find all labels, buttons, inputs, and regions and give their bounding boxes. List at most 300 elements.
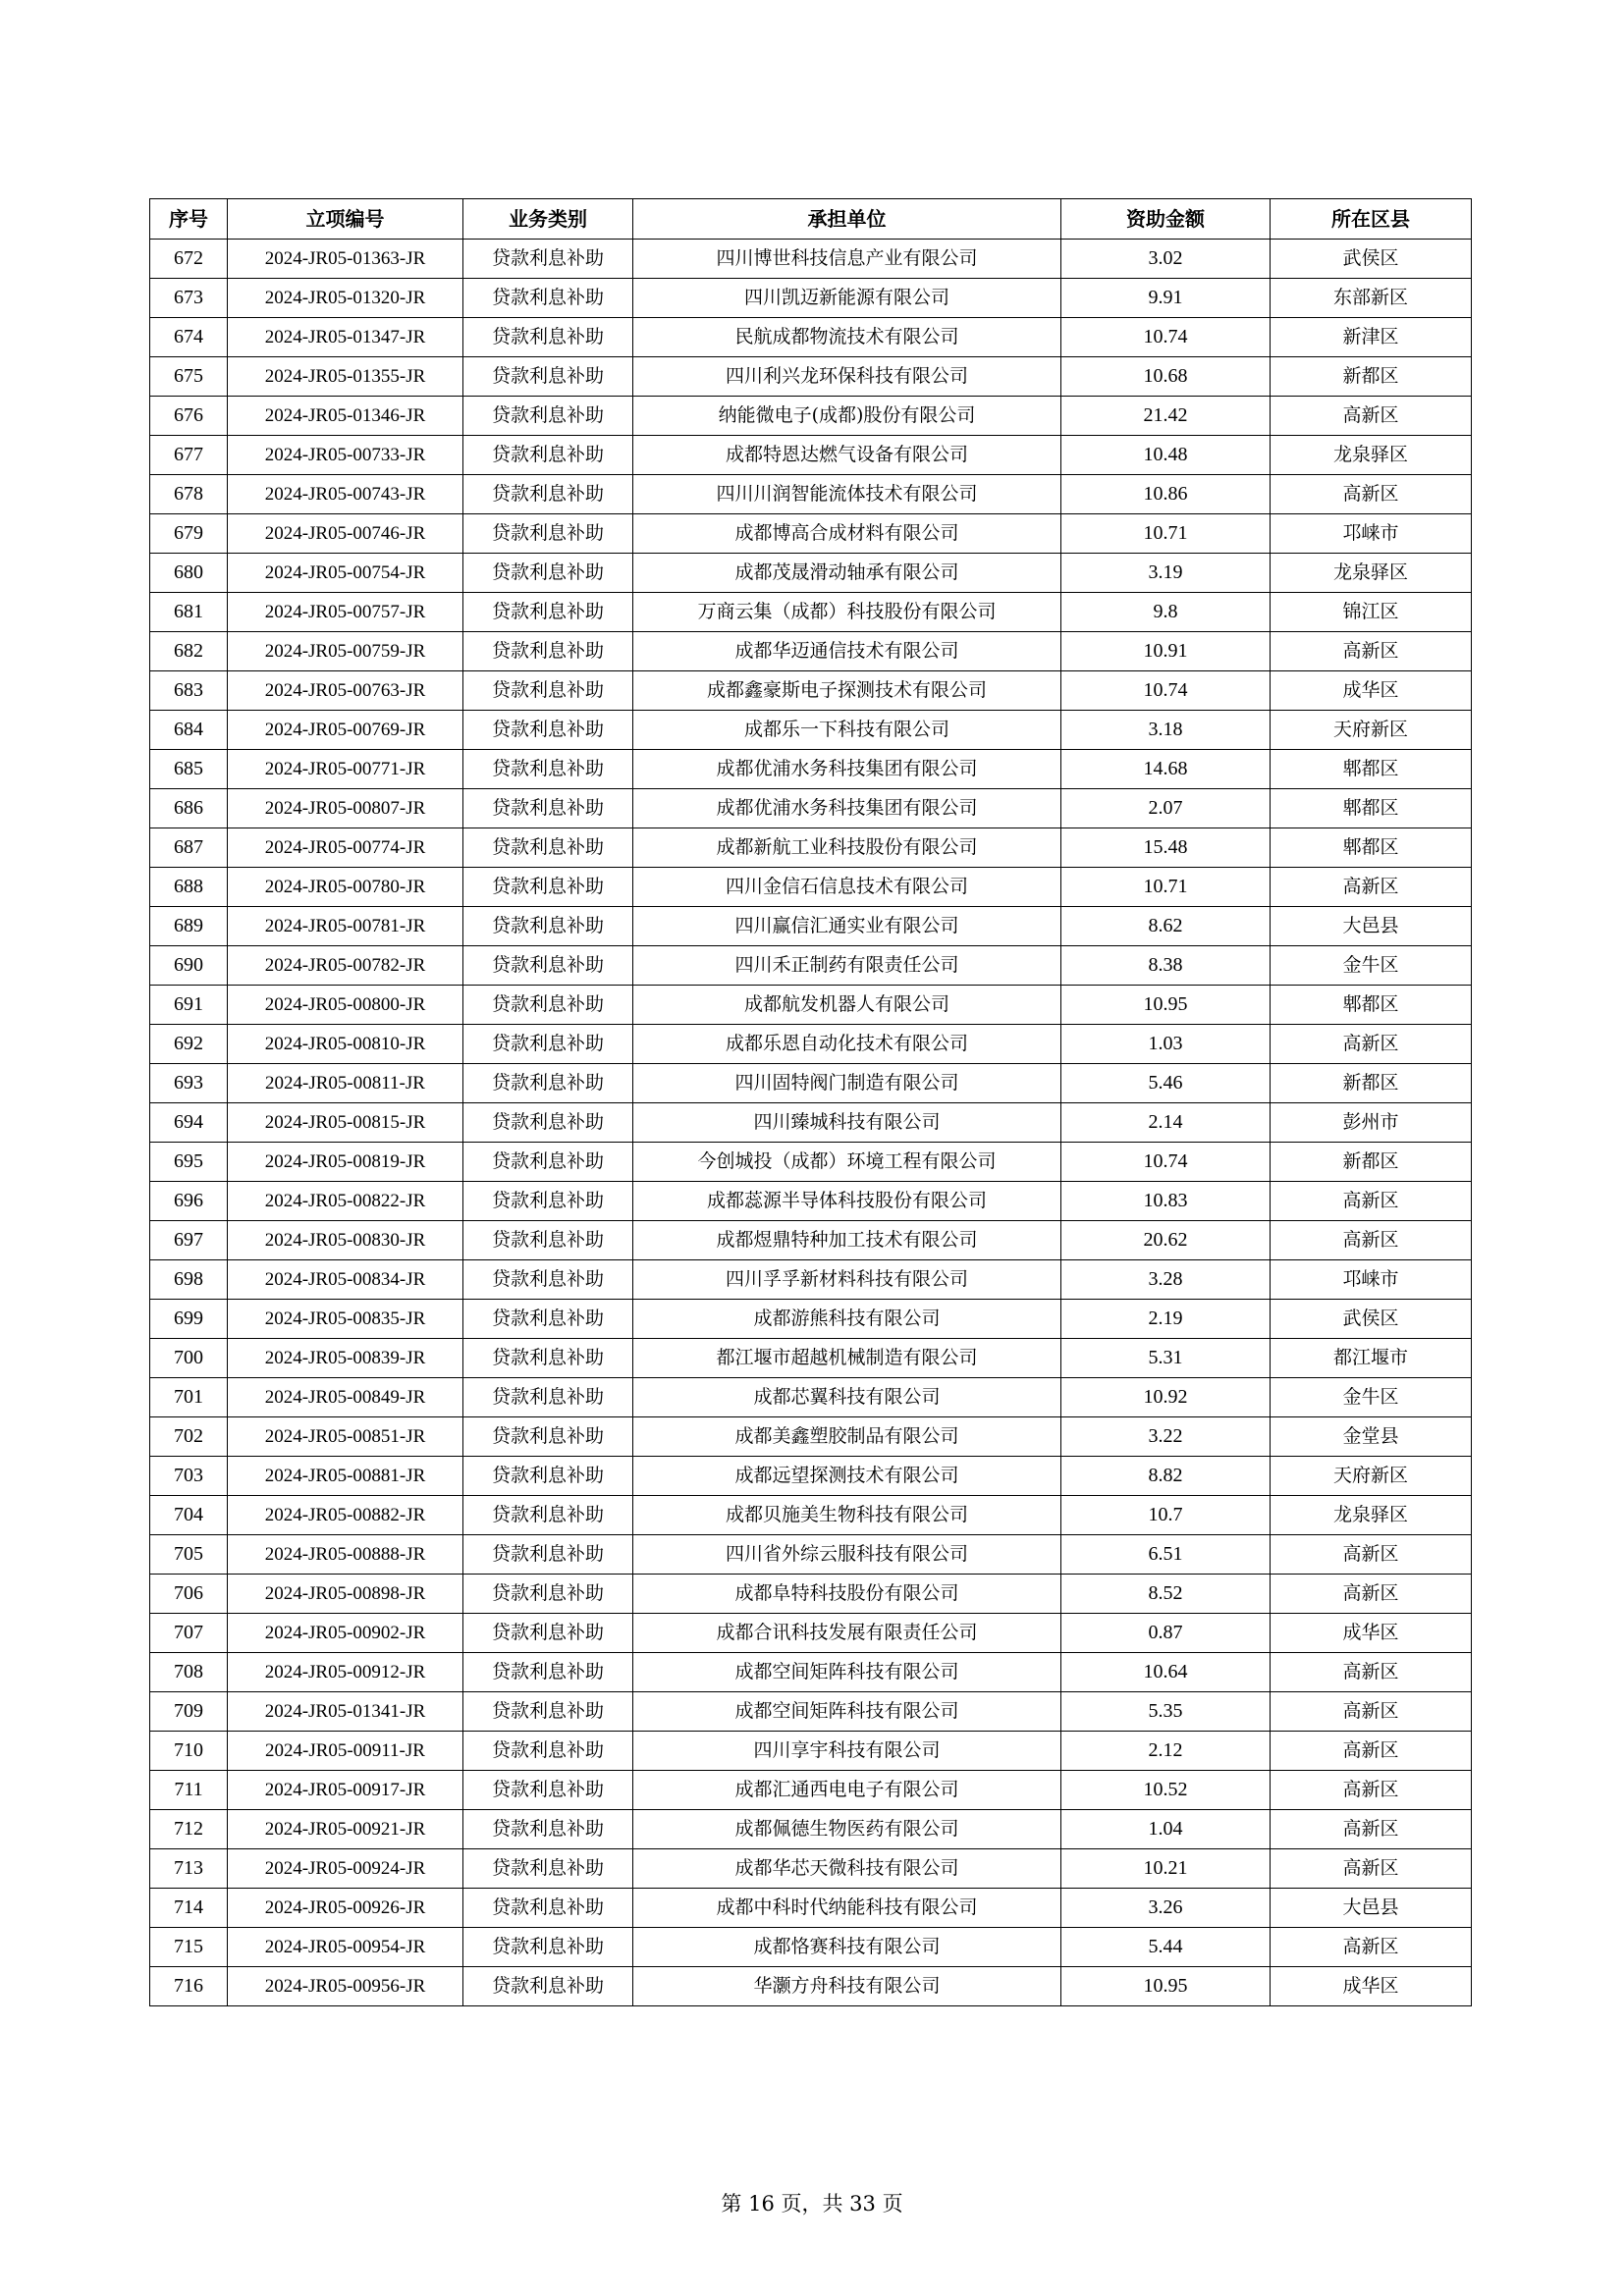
district-cell: 邛崃市 <box>1271 1260 1472 1300</box>
table-row <box>150 1889 1472 1928</box>
undertaking-unit-cell: 华灏方舟科技有限公司 <box>633 1967 1061 2006</box>
undertaking-unit-cell: 成都鑫豪斯电子探测技术有限公司 <box>633 671 1061 711</box>
business-category-cell: 贷款利息补助 <box>463 1535 633 1575</box>
business-category-cell: 贷款利息补助 <box>463 868 633 907</box>
funding-amount-cell: 3.18 <box>1061 711 1271 750</box>
undertaking-unit-cell: 四川川润智能流体技术有限公司 <box>633 475 1061 514</box>
project-code-cell: 2024-JR05-00851-JR <box>228 1417 463 1457</box>
district-cell: 高新区 <box>1271 1810 1472 1849</box>
table-row <box>150 986 1472 1025</box>
table-row <box>150 750 1472 789</box>
project-code-cell: 2024-JR05-00956-JR <box>228 1967 463 2006</box>
project-code-cell: 2024-JR05-00954-JR <box>228 1928 463 1967</box>
undertaking-unit-cell: 成都优浦水务科技集团有限公司 <box>633 750 1061 789</box>
undertaking-unit-cell: 成都美鑫塑胶制品有限公司 <box>633 1417 1061 1457</box>
district-cell: 天府新区 <box>1271 1457 1472 1496</box>
table-row <box>150 1653 1472 1692</box>
business-category-cell: 贷款利息补助 <box>463 986 633 1025</box>
serial-number-cell: 676 <box>150 397 228 436</box>
district-cell: 东部新区 <box>1271 279 1472 318</box>
serial-number-cell: 686 <box>150 789 228 828</box>
table-row <box>150 1849 1472 1889</box>
project-code-cell: 2024-JR05-00746-JR <box>228 514 463 554</box>
table-row <box>150 593 1472 632</box>
project-code-cell: 2024-JR05-00834-JR <box>228 1260 463 1300</box>
district-cell: 郫都区 <box>1271 986 1472 1025</box>
business-category-cell: 贷款利息补助 <box>463 318 633 357</box>
serial-number-cell: 672 <box>150 240 228 279</box>
undertaking-unit-cell: 四川赢信汇通实业有限公司 <box>633 907 1061 946</box>
business-category-cell: 贷款利息补助 <box>463 1810 633 1849</box>
serial-number-cell: 696 <box>150 1182 228 1221</box>
funding-amount-cell: 10.7 <box>1061 1496 1271 1535</box>
project-code-cell: 2024-JR05-00743-JR <box>228 475 463 514</box>
serial-number-cell: 714 <box>150 1889 228 1928</box>
table-row <box>150 1300 1472 1339</box>
project-code-cell: 2024-JR05-00924-JR <box>228 1849 463 1889</box>
table-row <box>150 1064 1472 1103</box>
table-row <box>150 1457 1472 1496</box>
serial-number-cell: 681 <box>150 593 228 632</box>
business-category-cell: 贷款利息补助 <box>463 1732 633 1771</box>
undertaking-unit-cell: 四川臻城科技有限公司 <box>633 1103 1061 1143</box>
funding-amount-cell: 10.95 <box>1061 986 1271 1025</box>
project-code-cell: 2024-JR05-00882-JR <box>228 1496 463 1535</box>
district-cell: 大邑县 <box>1271 907 1472 946</box>
business-category-cell: 贷款利息补助 <box>463 514 633 554</box>
serial-number-cell: 709 <box>150 1692 228 1732</box>
district-cell: 大邑县 <box>1271 1889 1472 1928</box>
serial-number-cell: 692 <box>150 1025 228 1064</box>
business-category-cell: 贷款利息补助 <box>463 279 633 318</box>
undertaking-unit-cell: 成都空间矩阵科技有限公司 <box>633 1692 1061 1732</box>
district-cell: 成华区 <box>1271 1614 1472 1653</box>
undertaking-unit-cell: 成都汇通西电电子有限公司 <box>633 1771 1061 1810</box>
project-code-cell: 2024-JR05-00757-JR <box>228 593 463 632</box>
serial-number-cell: 689 <box>150 907 228 946</box>
district-cell: 龙泉驿区 <box>1271 436 1472 475</box>
project-code-cell: 2024-JR05-00815-JR <box>228 1103 463 1143</box>
project-code-cell: 2024-JR05-00759-JR <box>228 632 463 671</box>
project-code-cell: 2024-JR05-00888-JR <box>228 1535 463 1575</box>
project-code-cell: 2024-JR05-01363-JR <box>228 240 463 279</box>
undertaking-unit-cell: 成都航发机器人有限公司 <box>633 986 1061 1025</box>
funding-amount-cell: 10.68 <box>1061 357 1271 397</box>
table-row <box>150 1378 1472 1417</box>
table-row <box>150 907 1472 946</box>
table-row <box>150 946 1472 986</box>
table-row <box>150 475 1472 514</box>
district-cell: 都江堰市 <box>1271 1339 1472 1378</box>
table-row <box>150 1575 1472 1614</box>
funding-amount-cell: 5.44 <box>1061 1928 1271 1967</box>
project-code-cell: 2024-JR05-00849-JR <box>228 1378 463 1417</box>
funding-amount-cell: 8.82 <box>1061 1457 1271 1496</box>
serial-number-cell: 675 <box>150 357 228 397</box>
serial-number-cell: 693 <box>150 1064 228 1103</box>
funding-amount-cell: 3.28 <box>1061 1260 1271 1300</box>
serial-number-cell: 700 <box>150 1339 228 1378</box>
business-category-cell: 贷款利息补助 <box>463 1928 633 1967</box>
business-category-cell: 贷款利息补助 <box>463 397 633 436</box>
funding-amount-cell: 0.87 <box>1061 1614 1271 1653</box>
district-cell: 高新区 <box>1271 1221 1472 1260</box>
serial-number-cell: 715 <box>150 1928 228 1967</box>
district-cell: 高新区 <box>1271 1535 1472 1575</box>
business-category-cell: 贷款利息补助 <box>463 1339 633 1378</box>
table-row <box>150 828 1472 868</box>
table-row <box>150 1928 1472 1967</box>
district-cell: 金堂县 <box>1271 1417 1472 1457</box>
district-cell: 高新区 <box>1271 1575 1472 1614</box>
funding-amount-cell: 2.14 <box>1061 1103 1271 1143</box>
project-code-cell: 2024-JR05-00835-JR <box>228 1300 463 1339</box>
funding-amount-cell: 8.38 <box>1061 946 1271 986</box>
table-row <box>150 514 1472 554</box>
district-cell: 高新区 <box>1271 1849 1472 1889</box>
district-cell: 武侯区 <box>1271 240 1472 279</box>
district-cell: 高新区 <box>1271 1025 1472 1064</box>
district-cell: 新都区 <box>1271 1064 1472 1103</box>
project-code-cell: 2024-JR05-00807-JR <box>228 789 463 828</box>
business-category-cell: 贷款利息补助 <box>463 1300 633 1339</box>
serial-number-cell: 688 <box>150 868 228 907</box>
district-cell: 龙泉驿区 <box>1271 554 1472 593</box>
funding-amount-cell: 3.26 <box>1061 1889 1271 1928</box>
undertaking-unit-cell: 成都乐恩自动化技术有限公司 <box>633 1025 1061 1064</box>
undertaking-unit-cell: 成都恪赛科技有限公司 <box>633 1928 1061 1967</box>
project-code-cell: 2024-JR05-00912-JR <box>228 1653 463 1692</box>
serial-number-cell: 706 <box>150 1575 228 1614</box>
business-category-cell: 贷款利息补助 <box>463 1378 633 1417</box>
district-cell: 新津区 <box>1271 318 1472 357</box>
funding-amount-cell: 5.31 <box>1061 1339 1271 1378</box>
funding-amount-cell: 3.02 <box>1061 240 1271 279</box>
serial-number-cell: 680 <box>150 554 228 593</box>
funding-amount-cell: 10.64 <box>1061 1653 1271 1692</box>
project-code-cell: 2024-JR05-00754-JR <box>228 554 463 593</box>
district-cell: 金牛区 <box>1271 946 1472 986</box>
funding-amount-cell: 20.62 <box>1061 1221 1271 1260</box>
funding-amount-cell: 10.91 <box>1061 632 1271 671</box>
business-category-cell: 贷款利息补助 <box>463 475 633 514</box>
grant-table <box>149 198 1472 2006</box>
funding-amount-cell: 10.71 <box>1061 514 1271 554</box>
funding-amount-cell: 21.42 <box>1061 397 1271 436</box>
serial-number-cell: 687 <box>150 828 228 868</box>
serial-number-cell: 684 <box>150 711 228 750</box>
undertaking-unit-cell: 成都华迈通信技术有限公司 <box>633 632 1061 671</box>
undertaking-unit-cell: 成都乐一下科技有限公司 <box>633 711 1061 750</box>
serial-number-cell: 712 <box>150 1810 228 1849</box>
serial-number-cell: 691 <box>150 986 228 1025</box>
business-category-cell: 贷款利息补助 <box>463 1575 633 1614</box>
header-undertaking-unit: 承担单位 <box>633 199 1061 240</box>
project-code-cell: 2024-JR05-00921-JR <box>228 1810 463 1849</box>
project-code-cell: 2024-JR05-00769-JR <box>228 711 463 750</box>
project-code-cell: 2024-JR05-00810-JR <box>228 1025 463 1064</box>
undertaking-unit-cell: 都江堰市超越机械制造有限公司 <box>633 1339 1061 1378</box>
business-category-cell: 贷款利息补助 <box>463 750 633 789</box>
district-cell: 新都区 <box>1271 357 1472 397</box>
project-code-cell: 2024-JR05-00830-JR <box>228 1221 463 1260</box>
business-category-cell: 贷款利息补助 <box>463 436 633 475</box>
district-cell: 锦江区 <box>1271 593 1472 632</box>
project-code-cell: 2024-JR05-00822-JR <box>228 1182 463 1221</box>
project-code-cell: 2024-JR05-00917-JR <box>228 1771 463 1810</box>
district-cell: 高新区 <box>1271 1771 1472 1810</box>
funding-amount-cell: 9.8 <box>1061 593 1271 632</box>
table-row <box>150 1025 1472 1064</box>
serial-number-cell: 695 <box>150 1143 228 1182</box>
business-category-cell: 贷款利息补助 <box>463 1614 633 1653</box>
page-number-footer: 第 16 页，共 33 页 <box>721 2192 903 2216</box>
table-row <box>150 671 1472 711</box>
serial-number-cell: 673 <box>150 279 228 318</box>
serial-number-cell: 716 <box>150 1967 228 2006</box>
header-serial-number: 序号 <box>150 199 228 240</box>
header-funding-amount: 资助金额 <box>1061 199 1271 240</box>
funding-amount-cell: 6.51 <box>1061 1535 1271 1575</box>
serial-number-cell: 678 <box>150 475 228 514</box>
funding-amount-cell: 8.52 <box>1061 1575 1271 1614</box>
serial-number-cell: 679 <box>150 514 228 554</box>
undertaking-unit-cell: 四川禾正制药有限责任公司 <box>633 946 1061 986</box>
table-row <box>150 632 1472 671</box>
business-category-cell: 贷款利息补助 <box>463 907 633 946</box>
table-row <box>150 1810 1472 1849</box>
funding-amount-cell: 15.48 <box>1061 828 1271 868</box>
table-row <box>150 789 1472 828</box>
serial-number-cell: 697 <box>150 1221 228 1260</box>
serial-number-cell: 682 <box>150 632 228 671</box>
undertaking-unit-cell: 四川利兴龙环保科技有限公司 <box>633 357 1061 397</box>
business-category-cell: 贷款利息补助 <box>463 1221 633 1260</box>
serial-number-cell: 711 <box>150 1771 228 1810</box>
funding-amount-cell: 10.86 <box>1061 475 1271 514</box>
undertaking-unit-cell: 成都游熊科技有限公司 <box>633 1300 1061 1339</box>
district-cell: 成华区 <box>1271 1967 1472 2006</box>
undertaking-unit-cell: 成都博高合成材料有限公司 <box>633 514 1061 554</box>
table-row <box>150 240 1472 279</box>
table-row <box>150 1339 1472 1378</box>
serial-number-cell: 694 <box>150 1103 228 1143</box>
business-category-cell: 贷款利息补助 <box>463 1457 633 1496</box>
table-row <box>150 868 1472 907</box>
table-header <box>150 199 1472 240</box>
project-code-cell: 2024-JR05-00800-JR <box>228 986 463 1025</box>
funding-amount-cell: 9.91 <box>1061 279 1271 318</box>
undertaking-unit-cell: 成都佩德生物医药有限公司 <box>633 1810 1061 1849</box>
table-row <box>150 1771 1472 1810</box>
undertaking-unit-cell: 纳能微电子(成都)股份有限公司 <box>633 397 1061 436</box>
business-category-cell: 贷款利息补助 <box>463 1182 633 1221</box>
business-category-cell: 贷款利息补助 <box>463 828 633 868</box>
district-cell: 高新区 <box>1271 1182 1472 1221</box>
table-row <box>150 397 1472 436</box>
serial-number-cell: 685 <box>150 750 228 789</box>
table-row <box>150 1692 1472 1732</box>
table-row <box>150 1967 1472 2006</box>
district-cell: 龙泉驿区 <box>1271 1496 1472 1535</box>
project-code-cell: 2024-JR05-00898-JR <box>228 1575 463 1614</box>
funding-amount-cell: 8.62 <box>1061 907 1271 946</box>
business-category-cell: 贷款利息补助 <box>463 1771 633 1810</box>
table-row <box>150 711 1472 750</box>
district-cell: 郫都区 <box>1271 750 1472 789</box>
project-code-cell: 2024-JR05-00781-JR <box>228 907 463 946</box>
project-code-cell: 2024-JR05-00763-JR <box>228 671 463 711</box>
undertaking-unit-cell: 成都合讯科技发展有限责任公司 <box>633 1614 1061 1653</box>
funding-amount-cell: 3.19 <box>1061 554 1271 593</box>
project-code-cell: 2024-JR05-00771-JR <box>228 750 463 789</box>
table-row <box>150 1417 1472 1457</box>
table-row <box>150 1182 1472 1221</box>
project-code-cell: 2024-JR05-01347-JR <box>228 318 463 357</box>
district-cell: 邛崃市 <box>1271 514 1472 554</box>
table-row <box>150 1535 1472 1575</box>
undertaking-unit-cell: 成都贝施美生物科技有限公司 <box>633 1496 1061 1535</box>
business-category-cell: 贷款利息补助 <box>463 946 633 986</box>
undertaking-unit-cell: 成都新航工业科技股份有限公司 <box>633 828 1061 868</box>
project-code-cell: 2024-JR05-01355-JR <box>228 357 463 397</box>
undertaking-unit-cell: 成都空间矩阵科技有限公司 <box>633 1653 1061 1692</box>
district-cell: 成华区 <box>1271 671 1472 711</box>
serial-number-cell: 707 <box>150 1614 228 1653</box>
undertaking-unit-cell: 成都特恩达燃气设备有限公司 <box>633 436 1061 475</box>
table-row <box>150 318 1472 357</box>
header-business-category: 业务类别 <box>463 199 633 240</box>
table-row <box>150 554 1472 593</box>
table-body <box>150 240 1472 2006</box>
table-row <box>150 279 1472 318</box>
serial-number-cell: 698 <box>150 1260 228 1300</box>
district-cell: 高新区 <box>1271 1928 1472 1967</box>
undertaking-unit-cell: 四川省外综云服科技有限公司 <box>633 1535 1061 1575</box>
serial-number-cell: 713 <box>150 1849 228 1889</box>
header-project-code: 立项编号 <box>228 199 463 240</box>
undertaking-unit-cell: 四川享宇科技有限公司 <box>633 1732 1061 1771</box>
undertaking-unit-cell: 四川固特阀门制造有限公司 <box>633 1064 1061 1103</box>
business-category-cell: 贷款利息补助 <box>463 1889 633 1928</box>
undertaking-unit-cell: 成都茂晟滑动轴承有限公司 <box>633 554 1061 593</box>
business-category-cell: 贷款利息补助 <box>463 1025 633 1064</box>
funding-amount-cell: 2.12 <box>1061 1732 1271 1771</box>
serial-number-cell: 702 <box>150 1417 228 1457</box>
undertaking-unit-cell: 成都远望探测技术有限公司 <box>633 1457 1061 1496</box>
funding-amount-cell: 1.03 <box>1061 1025 1271 1064</box>
table-row <box>150 436 1472 475</box>
business-category-cell: 贷款利息补助 <box>463 671 633 711</box>
project-code-cell: 2024-JR05-01341-JR <box>228 1692 463 1732</box>
project-code-cell: 2024-JR05-00926-JR <box>228 1889 463 1928</box>
district-cell: 高新区 <box>1271 1653 1472 1692</box>
undertaking-unit-cell: 今创城投（成都）环境工程有限公司 <box>633 1143 1061 1182</box>
serial-number-cell: 704 <box>150 1496 228 1535</box>
district-cell: 郫都区 <box>1271 789 1472 828</box>
funding-amount-cell: 5.46 <box>1061 1064 1271 1103</box>
table-row <box>150 357 1472 397</box>
funding-amount-cell: 14.68 <box>1061 750 1271 789</box>
undertaking-unit-cell: 四川博世科技信息产业有限公司 <box>633 240 1061 279</box>
project-code-cell: 2024-JR05-00782-JR <box>228 946 463 986</box>
district-cell: 武侯区 <box>1271 1300 1472 1339</box>
funding-amount-cell: 10.74 <box>1061 1143 1271 1182</box>
business-category-cell: 贷款利息补助 <box>463 789 633 828</box>
project-code-cell: 2024-JR05-00902-JR <box>228 1614 463 1653</box>
business-category-cell: 贷款利息补助 <box>463 711 633 750</box>
serial-number-cell: 705 <box>150 1535 228 1575</box>
serial-number-cell: 690 <box>150 946 228 986</box>
undertaking-unit-cell: 成都阜特科技股份有限公司 <box>633 1575 1061 1614</box>
undertaking-unit-cell: 成都中科时代纳能科技有限公司 <box>633 1889 1061 1928</box>
funding-amount-cell: 5.35 <box>1061 1692 1271 1732</box>
table-row <box>150 1103 1472 1143</box>
project-code-cell: 2024-JR05-00911-JR <box>228 1732 463 1771</box>
district-cell: 彭州市 <box>1271 1103 1472 1143</box>
funding-amount-cell: 10.83 <box>1061 1182 1271 1221</box>
project-code-cell: 2024-JR05-01346-JR <box>228 397 463 436</box>
serial-number-cell: 677 <box>150 436 228 475</box>
undertaking-unit-cell: 成都优浦水务科技集团有限公司 <box>633 789 1061 828</box>
business-category-cell: 贷款利息补助 <box>463 1653 633 1692</box>
business-category-cell: 贷款利息补助 <box>463 1103 633 1143</box>
funding-amount-cell: 10.92 <box>1061 1378 1271 1417</box>
funding-amount-cell: 2.07 <box>1061 789 1271 828</box>
district-cell: 高新区 <box>1271 632 1472 671</box>
serial-number-cell: 708 <box>150 1653 228 1692</box>
project-code-cell: 2024-JR05-00881-JR <box>228 1457 463 1496</box>
project-code-cell: 2024-JR05-00780-JR <box>228 868 463 907</box>
serial-number-cell: 710 <box>150 1732 228 1771</box>
header-row <box>150 199 1472 240</box>
table-row <box>150 1221 1472 1260</box>
project-code-cell: 2024-JR05-00774-JR <box>228 828 463 868</box>
undertaking-unit-cell: 四川孚孚新材料科技有限公司 <box>633 1260 1061 1300</box>
business-category-cell: 贷款利息补助 <box>463 1064 633 1103</box>
funding-amount-cell: 1.04 <box>1061 1810 1271 1849</box>
district-cell: 高新区 <box>1271 1732 1472 1771</box>
district-cell: 郫都区 <box>1271 828 1472 868</box>
business-category-cell: 贷款利息补助 <box>463 1143 633 1182</box>
district-cell: 高新区 <box>1271 1692 1472 1732</box>
district-cell: 新都区 <box>1271 1143 1472 1182</box>
funding-amount-cell: 10.95 <box>1061 1967 1271 2006</box>
funding-amount-cell: 10.48 <box>1061 436 1271 475</box>
table-row <box>150 1260 1472 1300</box>
undertaking-unit-cell: 民航成都物流技术有限公司 <box>633 318 1061 357</box>
business-category-cell: 贷款利息补助 <box>463 1260 633 1300</box>
undertaking-unit-cell: 成都芯翼科技有限公司 <box>633 1378 1061 1417</box>
business-category-cell: 贷款利息补助 <box>463 1849 633 1889</box>
business-category-cell: 贷款利息补助 <box>463 632 633 671</box>
table-row <box>150 1732 1472 1771</box>
district-cell: 高新区 <box>1271 475 1472 514</box>
business-category-cell: 贷款利息补助 <box>463 357 633 397</box>
district-cell: 高新区 <box>1271 397 1472 436</box>
undertaking-unit-cell: 万商云集（成都）科技股份有限公司 <box>633 593 1061 632</box>
header-district: 所在区县 <box>1271 199 1472 240</box>
undertaking-unit-cell: 成都华芯天微科技有限公司 <box>633 1849 1061 1889</box>
undertaking-unit-cell: 四川金信石信息技术有限公司 <box>633 868 1061 907</box>
district-cell: 高新区 <box>1271 868 1472 907</box>
funding-amount-cell: 10.21 <box>1061 1849 1271 1889</box>
business-category-cell: 贷款利息补助 <box>463 1967 633 2006</box>
district-cell: 天府新区 <box>1271 711 1472 750</box>
undertaking-unit-cell: 成都煜鼎特种加工技术有限公司 <box>633 1221 1061 1260</box>
serial-number-cell: 699 <box>150 1300 228 1339</box>
business-category-cell: 贷款利息补助 <box>463 593 633 632</box>
